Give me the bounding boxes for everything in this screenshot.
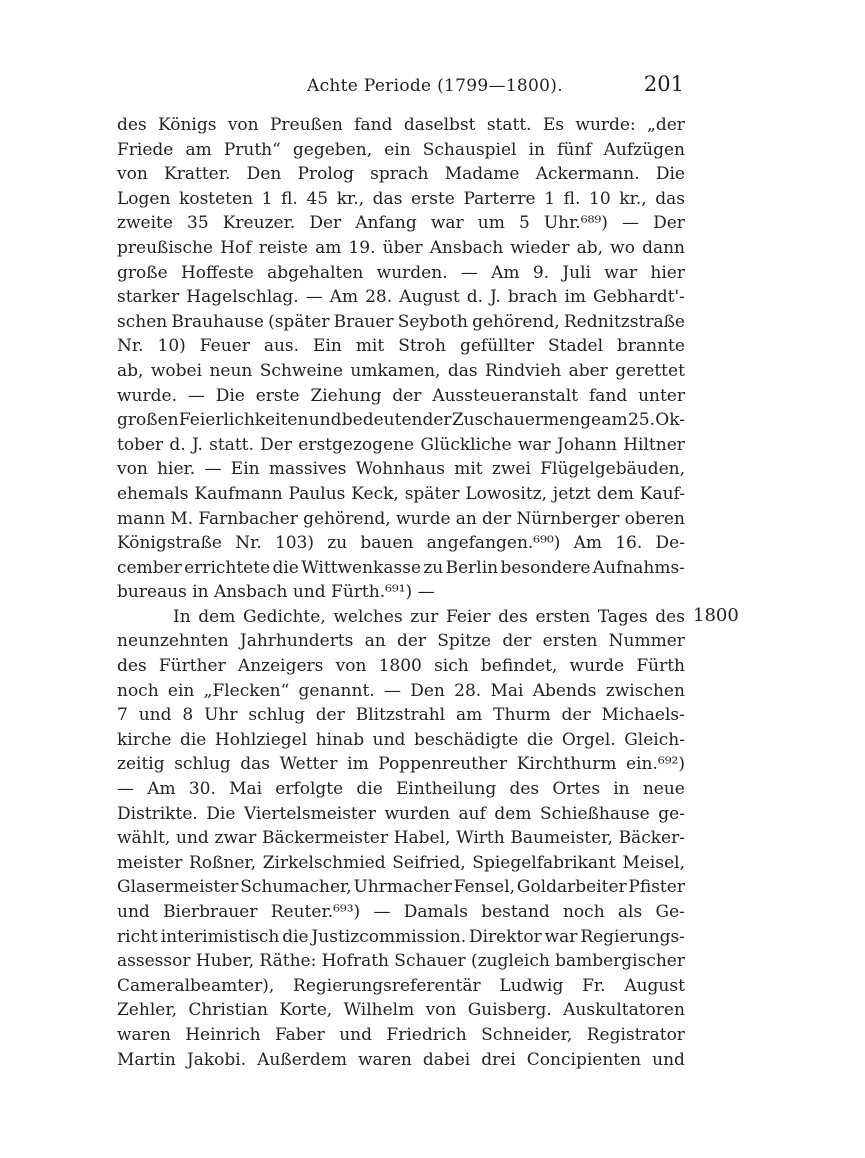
text-line: große Hoffeste abgehalten wurden. — Am 9. Juli war hier [117,262,685,283]
text-line: mann M. Farnbacher gehörend, wurde an der Nürnberger oberen [117,508,685,529]
text-line: schen Brauhause (später Brauer Seyboth gehörend, Rednitzstraße [117,311,685,332]
text-line: In dem Gedichte, welches zur Feier des ersten Tages des [173,606,685,627]
text-line: wählt, und zwar Bäckermeister Habel, Wirth Baumeister, Bäcker- [117,828,685,849]
text-line: des Fürther Anzeigers von 1800 sich befindet, wurde Fürth [117,656,685,677]
text-line: bureaus in Ansbach und Fürth.⁶⁹¹) — [117,582,435,603]
text-line: Zehler, Christian Korte, Wilhelm von Guisberg. Auskultatoren [117,1000,685,1021]
text-line: preußische Hof reiste am 19. über Ansbach wieder ab, wo dann [117,237,685,258]
text-line: ehemals Kaufmann Paulus Keck, später Lowositz, jetzt dem Kauf- [117,483,685,504]
text-line: Cameralbeamter), Regierungsreferentär Ludwig Fr. August [117,975,685,996]
text-line: von Kratter. Den Prolog sprach Madame Ackermann. Die [117,164,685,185]
text-line: cember errichtete die Wittwenkasse zu Berlin besondere Aufnahms- [117,557,685,578]
body-text [117,113,685,1072]
text-line: Logen kosteten 1 fl. 45 kr., das erste Parterre 1 fl. 10 kr., das [117,188,685,209]
text-line: von hier. — Ein massives Wohnhaus mit zwei Flügelgebäuden, [117,459,685,480]
text-line: starker Hagelschlag. — Am 28. August d. J. brach im Gebhardt'- [117,287,685,308]
text-line: neunzehnten Jahrhunderts an der Spitze der ersten Nummer [117,631,685,652]
text-line: wurde. — Die erste Ziehung der Aussteueranstalt fand unter [117,385,685,406]
text-line: noch ein „Flecken“ genannt. — Den 28. Mai Abends zwischen [117,680,685,701]
text-line: Königstraße Nr. 103) zu bauen angefangen.⁶⁹⁰) Am 16. De- [117,533,685,554]
text-line: — Am 30. Mai erfolgte die Eintheilung des Ortes in neue [117,779,685,800]
text-line: zeitig schlug das Wetter im Poppenreuther Kirchthurm ein.⁶⁹²) [117,754,685,775]
text-line: und Bierbrauer Reuter.⁶⁹³) — Damals bestand noch als Ge- [117,902,685,922]
text-line: richt interimistisch die Justizcommission. Direktor war Regierungs- [117,926,685,947]
text-line: großen Feierlichkeiten und bedeutender Zuschauermenge am 25. Ok- [117,410,685,431]
page-header [150,72,690,102]
text-line: zweite 35 Kreuzer. Der Anfang war um 5 Uhr.⁶⁸⁹) — Der [117,213,685,234]
text-line: kirche die Hohlziegel hinab und beschädigte die Orgel. Gleich- [117,729,685,750]
margin-year-note: 1800 [693,605,739,626]
running-title: Achte Periode (1799—1800). [307,76,563,96]
page-number: 201 [643,72,684,96]
text-line: des Königs von Preußen fand daselbst statt. Es wurde: „der [117,115,685,135]
text-line: Nr. 10) Feuer aus. Ein mit Stroh gefüllter Stadel brannte [117,336,685,357]
text-line: waren Heinrich Faber und Friedrich Schneider, Registrator [117,1024,685,1045]
text-line: Friede am Pruth“ gegeben, ein Schauspiel in fünf Aufzügen [117,139,685,160]
text-line: Martin Jakobi. Außerdem waren dabei drei Concipienten und [117,1049,685,1070]
text-line: ab, wobei neun Schweine umkamen, das Rindvieh aber gerettet [117,360,685,381]
text-line: meister Roßner, Zirkelschmied Seifried, Spiegelfabrikant Meisel, [117,852,685,873]
text-line: assessor Huber, Räthe: Hofrath Schauer (zugleich bambergischer [117,951,685,972]
text-line: Glasermeister Schumacher, Uhrmacher Fensel, Goldarbeiter Pfister [117,877,685,898]
text-line: tober d. J. statt. Der erstgezogene Glückliche war Johann Hiltner [117,434,685,455]
text-line: Distrikte. Die Viertelsmeister wurden auf dem Schießhause ge- [117,803,685,824]
text-line: 7 und 8 Uhr schlug der Blitzstrahl am Thurm der Michaels- [117,705,685,726]
